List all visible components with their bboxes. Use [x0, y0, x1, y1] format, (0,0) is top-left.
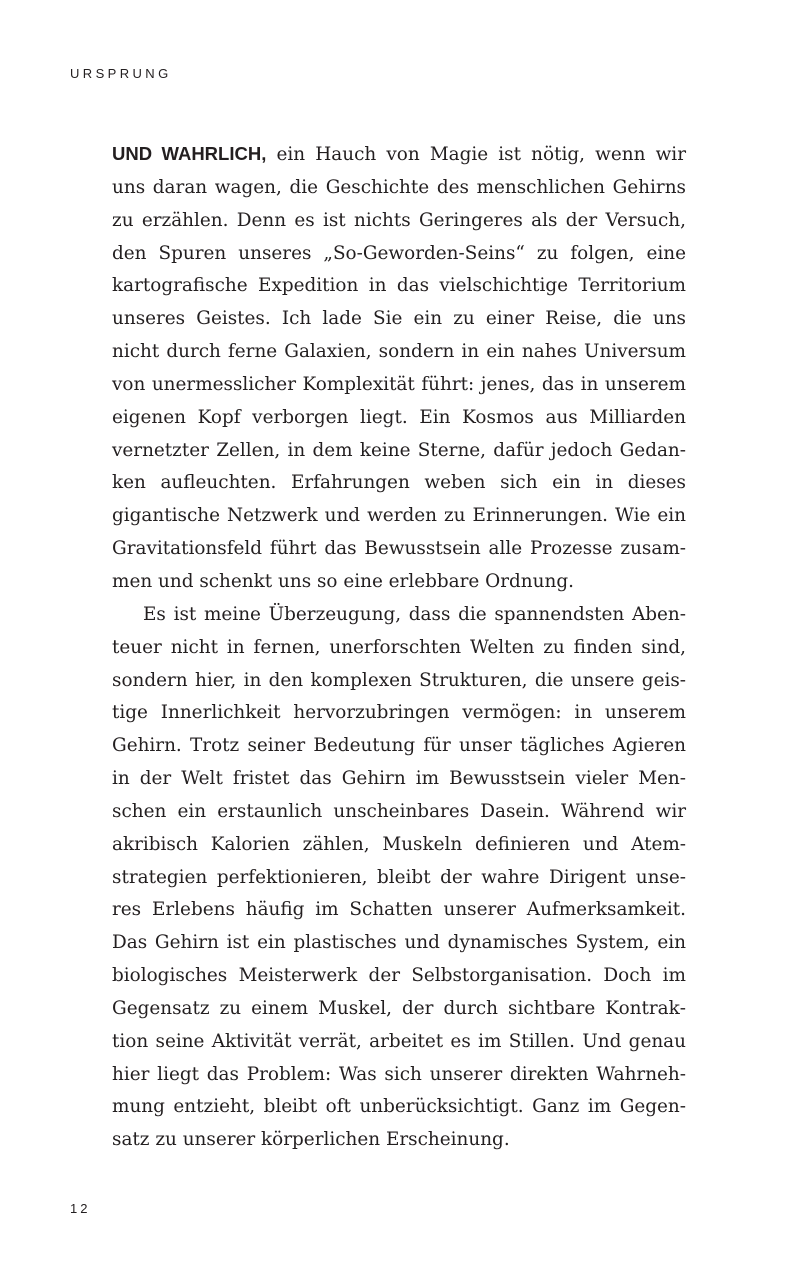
paragraph-2: Es ist meine Überzeugung, dass die spannendsten Abenteuer nicht in fernen, unerforschten Welten zu finden sind, sondern hier, in den komplexen Strukturen, die unsere geistige Innerlichkeit hervorzubringen vermögen: in unserem Gehirn. Trotz seiner Bedeutung für unser tägliches Agieren in der Welt fristet das Gehirn im Bewusstsein vieler Menschen ein erstaunlich unscheinbares Dasein. Während wir akribisch Kalorien zählen, Muskeln definieren und Atemstrategien perfektionieren, bleibt der wahre Dirigent unseres Erlebens häufig im Schatten unserer Aufmerksamkeit. Das Gehirn ist ein plastisches und dynamisches System, ein biologisches Meisterwerk der Selbstorganisation. Doch im Gegensatz zu einem Muskel, der durch sichtbare Kontraktion seine Aktivität verrät, arbeitet es im Stillen. Und genau hier liegt das Problem: Was sich unserer direkten Wahrnehmung entzieht, bleibt oft unberücksichtigt. Ganz im Gegensatz zu unserer körperlichen Erscheinung.	[112, 603, 686, 1151]
body-text	[112, 138, 686, 1157]
running-head: URSPRUNG	[70, 66, 172, 81]
lead-in: UND WAHRLICH,	[112, 143, 267, 164]
paragraph-1-text: ein Hauch von Magie ist nötig, wenn wir uns daran wagen, die Geschichte des menschlichen Gehirns zu erzählen. Denn es ist nichts Geringeres als der Versuch, den Spuren unseres „So-Geworden-Seins“ zu folgen, eine kartografische Expedition in das vielschichtige Territorium unseres Geistes. Ich lade Sie ein zu einer Reise, die uns nicht durch ferne Galaxien, sondern in ein nahes Universum von unermesslicher Komplexität führt: jenes, das in unserem eigenen Kopf verborgen liegt. Ein Kosmos aus Milliarden vernetzter Zellen, in dem keine Sterne, dafür jedoch Gedanken aufleuchten. Erfahrungen weben sich ein in dieses gigantische Netzwerk und werden zu Erinnerungen. Wie ein Gravitationsfeld führt das Bewusstsein alle Prozesse zusammen und schenkt uns so eine erlebbare Ordnung.	[112, 144, 686, 592]
paragraph-1	[112, 138, 686, 599]
page-number: 12	[70, 1201, 91, 1216]
